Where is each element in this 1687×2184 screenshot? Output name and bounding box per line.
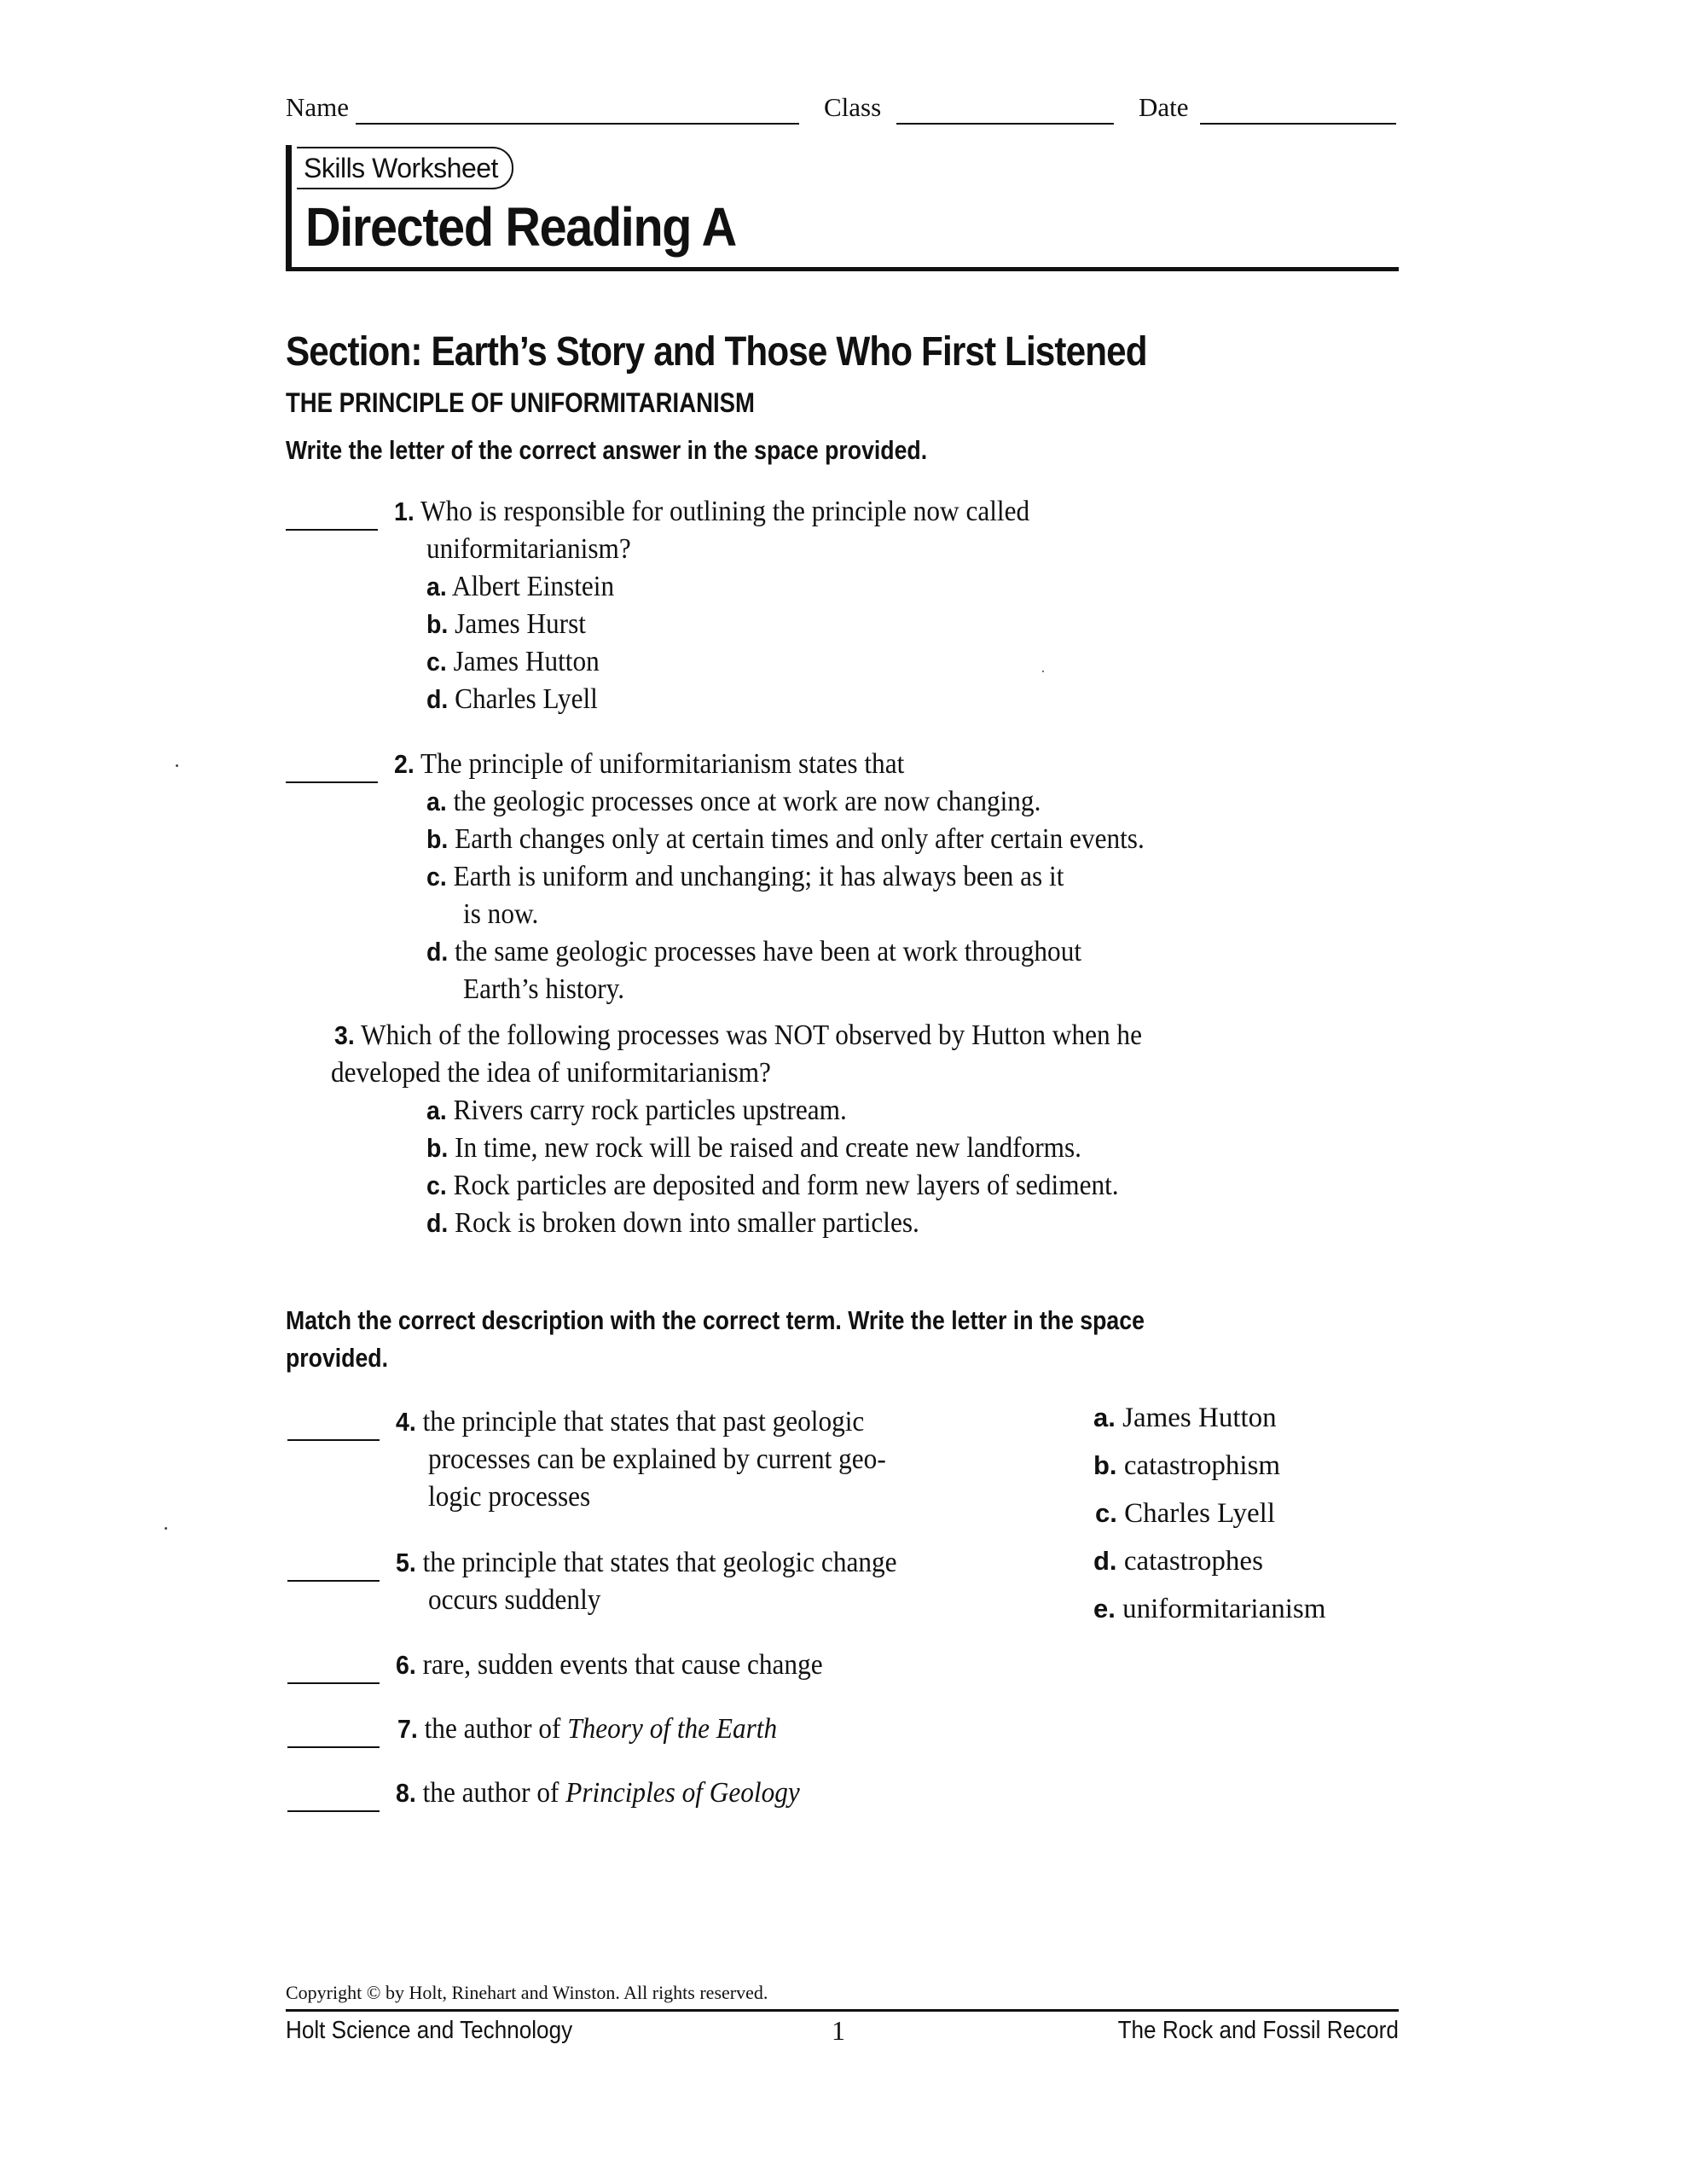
item-text: the principle that states that past geologic — [422, 1406, 865, 1438]
book-title-italic: Principles of Geology — [565, 1777, 800, 1809]
term-letter: e. — [1093, 1594, 1116, 1623]
question-number: 1. — [394, 497, 415, 526]
matching-item-4 — [396, 1403, 864, 1441]
option-text: Charles Lyell — [455, 683, 598, 715]
option-text: Rock particles are deposited and form new layers of sediment. — [453, 1170, 1119, 1201]
item-text: the author of — [424, 1713, 568, 1745]
option-1d — [426, 681, 598, 718]
copyright-notice: Copyright © by Holt, Rinehart and Winston. All rights reserved. — [286, 1982, 768, 2003]
option-letter: b. — [426, 1133, 449, 1163]
option-letter: c. — [426, 647, 447, 677]
matching-item-5-line-2: occurs suddenly — [428, 1584, 601, 1616]
option-text: James Hurst — [455, 608, 586, 640]
option-1a — [426, 568, 614, 606]
question-1 — [394, 493, 1029, 531]
answer-blank-8[interactable] — [287, 1810, 380, 1812]
option-1c — [426, 643, 600, 681]
class-label: Class — [824, 92, 882, 122]
term-a — [1093, 1399, 1277, 1437]
item-text: rare, sudden events that cause change — [422, 1649, 823, 1681]
answer-blank-4[interactable] — [287, 1439, 380, 1441]
scan-speck — [165, 1527, 167, 1530]
matching-item-4-line-3: logic processes — [428, 1481, 591, 1513]
name-label: Name — [286, 92, 350, 122]
matching-instruction: Match the correct description with the correct term. Write the letter in the space — [286, 1305, 1145, 1335]
publisher-name: Holt Science and Technology — [286, 2017, 573, 2044]
matching-item-6 — [396, 1647, 823, 1684]
item-number: 7. — [397, 1714, 418, 1744]
book-title-italic: Theory of the Earth — [567, 1713, 778, 1745]
answer-blank-2[interactable] — [286, 781, 378, 783]
item-text: the principle that states that geologic change — [422, 1547, 897, 1578]
option-letter: c. — [426, 1170, 447, 1200]
term-b — [1093, 1447, 1280, 1484]
term-text: catastrophism — [1123, 1450, 1281, 1481]
date-label: Date — [1139, 92, 1189, 122]
option-2d — [426, 933, 1081, 971]
question-text: Which of the following processes was NOT observed by Hutton when he — [361, 1019, 1142, 1051]
term-letter: a. — [1093, 1403, 1116, 1432]
question-number: 2. — [394, 749, 415, 779]
section-subheading: THE PRINCIPLE OF UNIFORMITARIANISM — [286, 387, 755, 418]
worksheet-type-tag: Skills Worksheet — [297, 147, 513, 189]
term-letter: b. — [1093, 1450, 1117, 1480]
option-text: James Hutton — [453, 646, 600, 677]
question-text: Who is responsible for outlining the principle now called — [420, 496, 1030, 527]
option-2c — [426, 858, 1064, 896]
option-2b — [426, 821, 1145, 858]
term-letter: d. — [1093, 1546, 1117, 1576]
matching-item-4-line-2: processes can be explained by current geo- — [428, 1443, 886, 1475]
term-text: uniformitarianism — [1122, 1594, 1326, 1624]
term-text: James Hutton — [1122, 1403, 1277, 1433]
matching-item-8 — [396, 1774, 800, 1812]
option-1b — [426, 606, 586, 643]
page-number: 1 — [832, 2015, 845, 2046]
matching-instruction-continuation: provided. — [286, 1343, 388, 1373]
item-number: 4. — [396, 1407, 416, 1437]
option-letter: c. — [426, 862, 447, 892]
term-letter: c. — [1095, 1498, 1117, 1528]
answer-blank-6[interactable] — [287, 1682, 380, 1684]
option-text: the geologic processes once at work are now changing. — [453, 786, 1041, 817]
answer-blank-7[interactable] — [287, 1746, 380, 1748]
option-3d — [426, 1205, 919, 1242]
option-letter: d. — [426, 937, 449, 967]
option-text: Rivers carry rock particles upstream. — [453, 1095, 847, 1126]
option-3a — [426, 1092, 847, 1130]
option-3c — [426, 1167, 1119, 1205]
option-letter: d. — [426, 1208, 449, 1238]
term-e — [1093, 1590, 1325, 1628]
class-field[interactable] — [896, 123, 1114, 125]
page-title: Directed Reading A — [305, 196, 736, 258]
option-text: Albert Einstein — [451, 571, 615, 602]
scan-speck — [1042, 671, 1044, 672]
option-text: Earth is uniform and unchanging; it has always been as it — [453, 861, 1064, 892]
question-3-continuation: developed the idea of uniformitarianism? — [331, 1057, 771, 1089]
question-2 — [394, 746, 904, 783]
question-1-continuation: uniformitarianism? — [426, 533, 631, 565]
option-text: the same geologic processes have been at work throughout — [455, 936, 1082, 967]
answer-blank-5[interactable] — [287, 1580, 380, 1582]
matching-item-7 — [397, 1711, 777, 1748]
date-field[interactable] — [1200, 123, 1396, 125]
term-d — [1093, 1542, 1263, 1580]
option-letter: a. — [426, 572, 447, 601]
mc-instruction: Write the letter of the correct answer in the space provided. — [286, 435, 928, 465]
footer-divider — [286, 2009, 1399, 2012]
item-text: the author of — [422, 1777, 566, 1809]
option-3b — [426, 1130, 1081, 1167]
item-number: 8. — [396, 1778, 416, 1808]
option-2a — [426, 783, 1041, 821]
term-c — [1095, 1495, 1275, 1532]
option-2c-continuation: is now. — [463, 898, 539, 930]
book-title: The Rock and Fossil Record — [1117, 2017, 1399, 2044]
answer-blank-1[interactable] — [286, 529, 378, 531]
item-number: 5. — [396, 1548, 416, 1577]
option-letter: b. — [426, 824, 449, 854]
question-text: The principle of uniformitarianism states that — [420, 748, 905, 780]
option-2d-continuation: Earth’s history. — [463, 973, 625, 1005]
option-letter: a. — [426, 787, 447, 816]
name-field[interactable] — [356, 123, 799, 125]
question-3 — [334, 1017, 1142, 1054]
student-info-row — [286, 92, 1399, 126]
option-letter: d. — [426, 684, 449, 714]
matching-item-5 — [396, 1544, 897, 1582]
title-block — [286, 145, 1399, 271]
question-number: 3. — [334, 1020, 355, 1050]
item-number: 6. — [396, 1650, 416, 1680]
scan-speck — [176, 764, 178, 767]
section-heading: Section: Earth’s Story and Those Who First Listened — [286, 329, 1147, 375]
option-text: Earth changes only at certain times and only after certain events. — [455, 823, 1145, 855]
option-text: Rock is broken down into smaller particles. — [455, 1207, 919, 1239]
term-text: catastrophes — [1123, 1546, 1263, 1577]
option-letter: b. — [426, 609, 449, 639]
option-letter: a. — [426, 1095, 447, 1125]
term-text: Charles Lyell — [1124, 1498, 1275, 1529]
option-text: In time, new rock will be raised and create new landforms. — [455, 1132, 1081, 1164]
